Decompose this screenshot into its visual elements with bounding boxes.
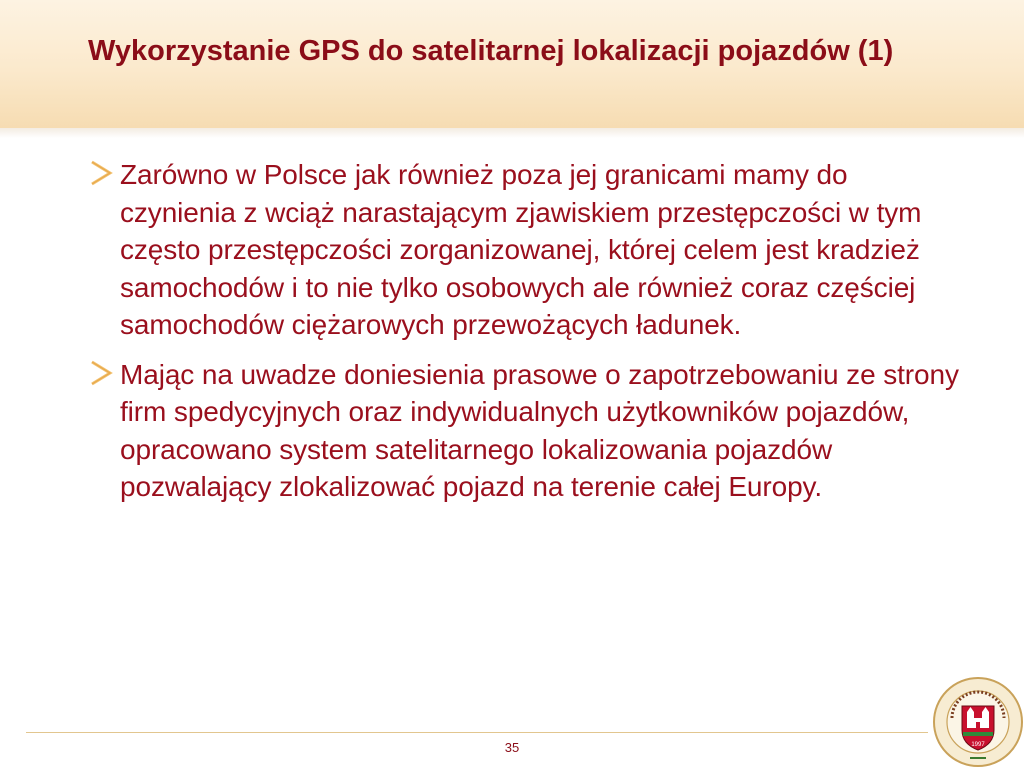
school-emblem-logo [932, 672, 1024, 768]
arrow-right-icon [88, 159, 114, 187]
bullet-item [86, 156, 966, 344]
bullet-item [86, 356, 966, 506]
page-number: 35 [504, 740, 520, 755]
bullet-text: Zarówno w Polsce jak również poza jej granicami mamy do czynienia z wciąż narastającym zjawiskiem przestępczości w tym często przestępczości zorganizowanej, której celem jest kradzież samochodów i to nie tylko osobowych ale również coraz częściej samochodów ciężarowych przewożących ładunek. [120, 159, 922, 340]
arrow-right-icon [88, 359, 114, 387]
slide-header [0, 0, 1024, 128]
header-shadow [0, 128, 1024, 138]
bullet-text: Mając na uwadze doniesienia prasowe o zapotrzebowaniu ze strony firm spedycyjnych oraz indywidualnych użytkowników pojazdów, opracowano system satelitarnego lokalizowania pojazdów pozwalający zlokalizować pojazd na terenie całej Europy. [120, 358, 959, 502]
bullet-list [86, 156, 966, 518]
emblem-year: 1997 [971, 742, 985, 748]
footer-divider [26, 732, 928, 733]
slide-title: Wykorzystanie GPS do satelitarnej lokalizacji pojazdów (1) [88, 35, 894, 67]
